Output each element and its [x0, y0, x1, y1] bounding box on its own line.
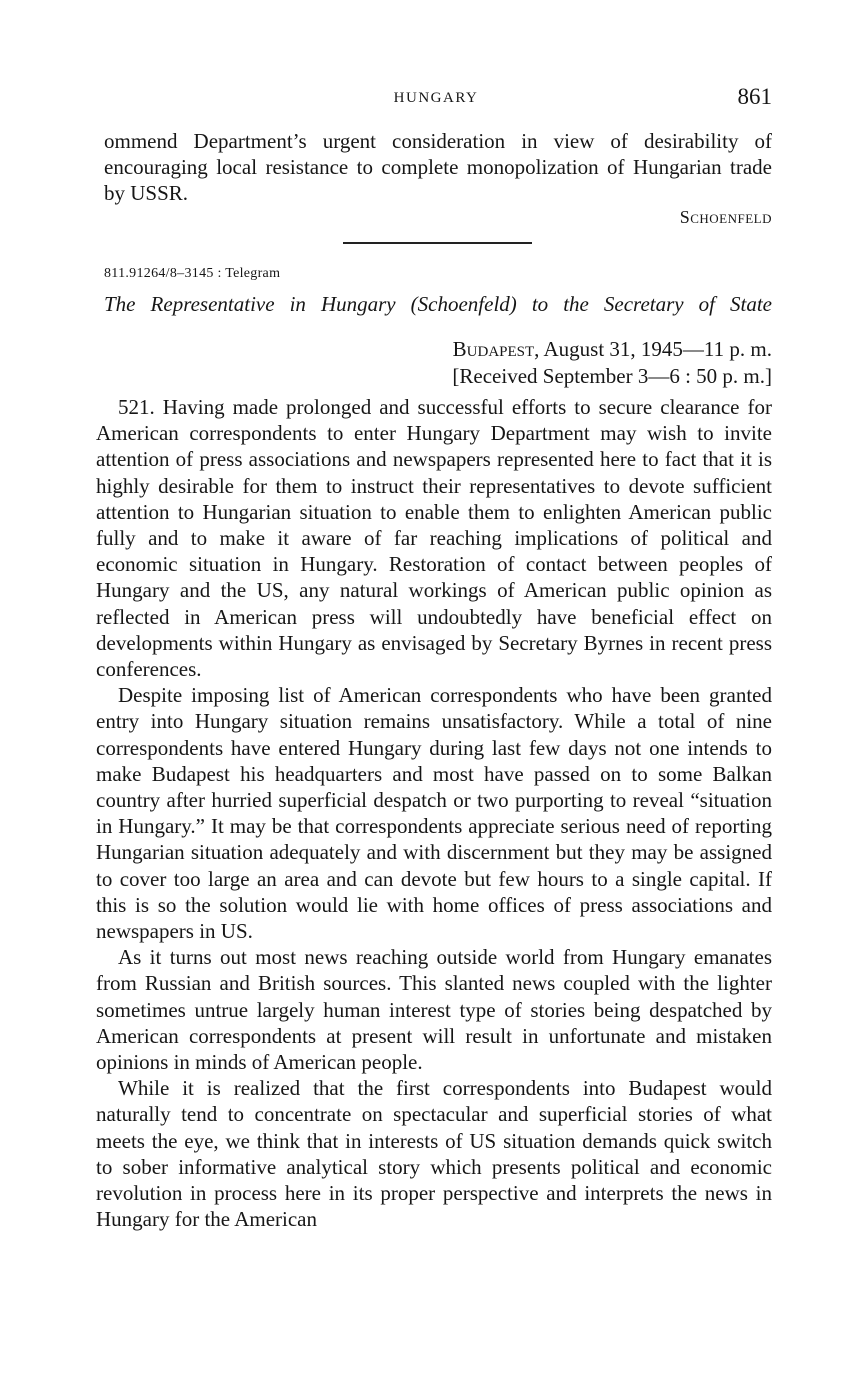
telegram-body: [96, 394, 772, 1233]
section-divider: [343, 242, 532, 244]
dateline-city: Budapest: [452, 337, 535, 361]
file-reference: 811.91264/8–3145 : Telegram: [104, 266, 281, 281]
page-number: 861: [737, 84, 772, 109]
body-paragraph: 521. Having made prolonged and successful efforts to secure clearance for American correspondents to enter Hungary Department may wish to invite attention of press associations and newspapers represented here to fact that it is highly desirable for them to instruct their representatives to devote sufficient attention to Hungarian situation to enable them to enlighten American public fully and to make it aware of far reaching implications of political and economic situation in Hungary. Restoration of contact between peoples of Hungary and the US, any natural workings of American public opinion as reflected in American press will undoubtedly have beneficial effect on developments within Hungary as envisaged by Secretary Byrnes in recent press conferences.: [96, 395, 772, 682]
document-title: The Representative in Hungary (Schoenfeld) to the Secretary of State: [104, 292, 772, 316]
body-paragraph: Despite imposing list of American correspondents who have been granted entry into Hungary situation remains unsatisfactory. While a total of nine correspondents have entered Hungary during last few days not one intends to make Budapest his headquarters and most have passed on to some Balkan country after hurried superficial despatch or two purporting to reveal “situation in Hungary.” It may be that correspondents appreciate serious need of reporting Hungarian situation adequately and with discernment but they may be assigned to cover too large an area and can devote but few hours to a single capital. If this is so the solution would lie with home offices of press associations and newspapers in US.: [96, 683, 772, 944]
page-header: [100, 86, 772, 112]
body-paragraph: While it is realized that the first correspondents into Budapest would naturally tend to concentrate on spectacular and superficial stories of what meets the eye, we think that in interests of US situation demands quick switch to sober informative analytical story which presents political and economic revolution in process here in its proper perspective and interprets the news in Hungary for the American: [96, 1076, 772, 1232]
dateline: [452, 336, 772, 389]
running-head: HUNGARY: [393, 90, 479, 106]
signature: Schoenfeld: [679, 207, 772, 227]
dateline-sent: [452, 336, 772, 363]
dateline-date: , August 31, 1945—11 p. m.: [534, 337, 772, 361]
continued-paragraph: ommend Department’s urgent consideration in view of desirability of encouraging local resistance to complete monopolization of Hungarian trade by USSR.: [104, 129, 772, 206]
dateline-received: [Received September 3—6 : 50 p. m.]: [452, 363, 772, 388]
body-paragraph: As it turns out most news reaching outside world from Hungary emanates from Russian and British sources. This slanted news coupled with the lighter sometimes untrue largely human interest type of stories being despatched by American correspondents at present will result in unfortunate and mistaken opinions in minds of American people.: [96, 945, 772, 1075]
